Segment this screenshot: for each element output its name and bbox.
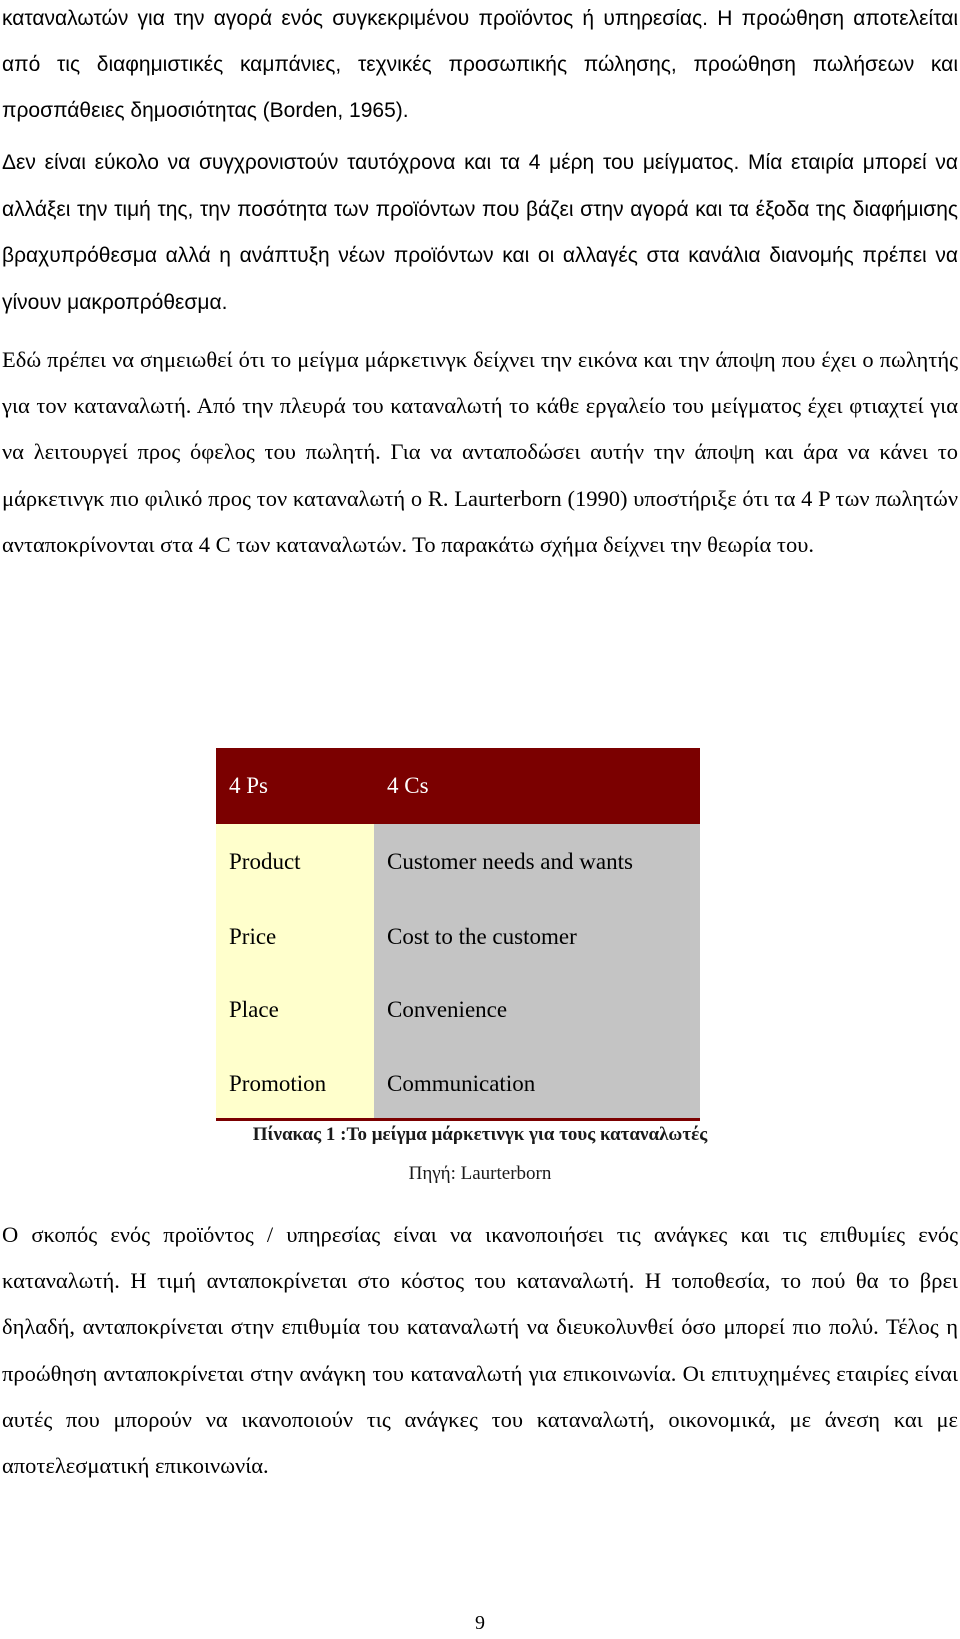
- marketing-mix-table: [216, 748, 700, 1121]
- table-cell-p: Price: [216, 900, 374, 974]
- paragraph-4ps-4cs-intro: Εδώ πρέπει να σημειωθεί ότι το μείγμα μάρκετινγκ δείχνει την εικόνα και την άποψη που έχει ο πωλητής για τον καταναλωτή. Από την πλευρά του καταναλωτή το κάθε εργαλείο του μείγματος έχει φτιαχτεί για να λειτουργεί προς όφελος του πωλητή. Για να ανταποδώσει αυτήν την άποψη και άρα να κάνει το μάρκετινγκ πιο φιλικό προς τον καταναλωτή ο R. Laurterborn (1990) υποστήριξε ότι τα 4 P των πωλητών ανταποκρίνονται στα 4 C των καταναλωτών. Το παρακάτω σχήμα δείχνει την θεωρία του.: [2, 347, 958, 557]
- table-header-4ps: 4 Ps: [229, 773, 268, 798]
- table-cell-c: Convenience: [374, 974, 700, 1048]
- paragraph-promotion-definition: καταναλωτών για την αγορά ενός συγκεκριμένου προϊόντος ή υπηρεσίας. Η προώθηση αποτελείται από τις διαφημιστικές καμπάνιες, τεχνικές προσωπικής πώλησης, προώθηση πωλήσεων και προσπάθειες δημοσιότητας (Borden, 1965).: [2, 7, 958, 122]
- table-cell-c: Cost to the customer: [374, 900, 700, 974]
- paragraph-mix-synchronization: Δεν είναι εύκολο να συγχρονιστούν ταυτόχρονα και τα 4 μέρη του μείγματος. Μία εταιρία μπορεί να αλλάξει την τιμή της, την ποσότητα των προϊόντων που βάζει στην αγορά και τα έξοδα της διαφήμισης βραχυπρόθεσμα αλλά η ανάπτυξη νέων προϊόντων και οι αλλαγές στα κανάλια διανομής πρέπει να γίνουν μακροπρόθεσμα.: [2, 151, 958, 314]
- table-row: [216, 1047, 700, 1121]
- table-row: [216, 824, 700, 900]
- table-caption: Πίνακας 1 :Το μείγμα μάρκετινγκ για τους καταναλωτές: [252, 1124, 708, 1145]
- table-cell-c: Communication: [374, 1047, 700, 1121]
- table-source: Πηγή: Laurterborn: [408, 1163, 552, 1184]
- table-cell-c: Customer needs and wants: [374, 824, 700, 900]
- table-header-row: [216, 748, 700, 824]
- table-header-4cs: 4 Cs: [387, 773, 429, 798]
- table-row: [216, 900, 700, 974]
- page-number: 9: [475, 1612, 485, 1634]
- table-cell-p: Place: [216, 974, 374, 1048]
- table-cell-p: Promotion: [216, 1047, 374, 1121]
- table-row: [216, 974, 700, 1048]
- table-bottom-border: [216, 1118, 700, 1121]
- paragraph-4cs-explanation: Ο σκοπός ενός προϊόντος / υπηρεσίας είναι να ικανοποιήσει τις ανάγκες και τις επιθυμίες ενός καταναλωτή. Η τιμή ανταποκρίνεται στο κόστος του καταναλωτή. Η τοποθεσία, το πού θα το βρει δηλαδή, ανταποκρίνεται στην επιθυμία του καταναλωτή να διευκολυνθεί όσο μπορεί πιο πολύ. Τέλος η προώθηση ανταποκρίνεται στην ανάγκη του καταναλωτή για επικοινωνία. Οι επιτυχημένες εταιρίες είναι αυτές που μπορούν να ικανοποιούν τις ανάγκες του καταναλωτή, οικονομικά, με άνεση και με αποτελεσματική επικοινωνία.: [2, 1222, 958, 1479]
- table-cell-p: Product: [216, 824, 374, 900]
